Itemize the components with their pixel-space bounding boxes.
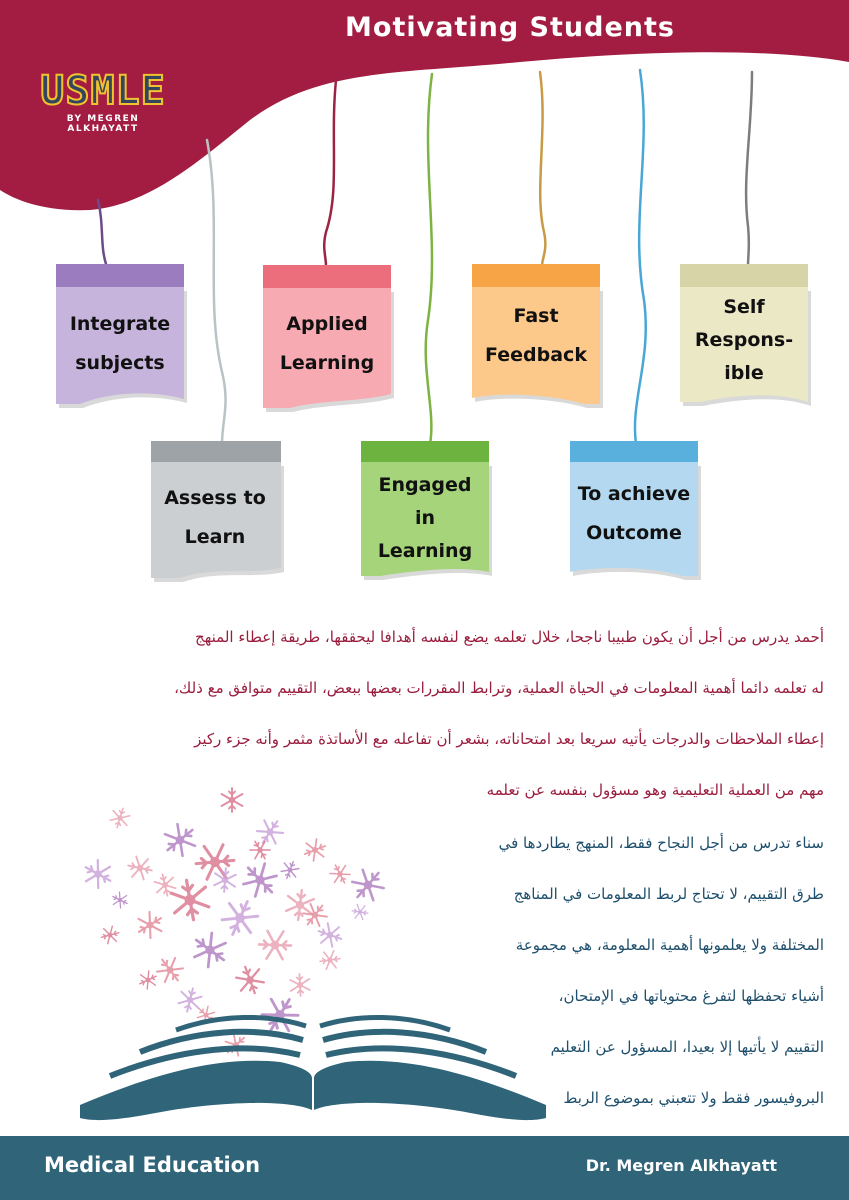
snowflake-icon <box>351 904 369 920</box>
snowflake-icon <box>80 857 116 892</box>
snowflake-icon <box>110 890 130 910</box>
snowflake-icon <box>188 928 233 972</box>
snowflake-icon <box>159 819 201 861</box>
paragraph-line: أشياء تحفظها لتفرغ محتوياتها في الإمتحان، <box>558 987 824 1005</box>
paragraph-line: مهم من العملية التعليمية وهو مسؤول بنفسه عن تعلمه <box>486 781 824 799</box>
snowflake-icon <box>126 855 154 880</box>
snowflake-icon <box>290 974 310 997</box>
page-title: Motivating Students <box>345 12 675 43</box>
note-label-assess-to-learn: Assess to Learn <box>164 487 266 548</box>
logo-subtitle: BY MEGREN ALKHAYATT <box>66 114 140 134</box>
snowflake-icon <box>279 859 300 881</box>
footer-bar <box>0 1136 849 1200</box>
snowflake-icon <box>133 909 167 942</box>
paragraph-unmotivated-student <box>440 818 824 1124</box>
string-assess <box>207 140 226 444</box>
snowflake-icon <box>214 867 237 892</box>
footer-section-title: Medical Education <box>44 1153 261 1177</box>
string-self <box>746 72 752 266</box>
snowflake-icon <box>137 969 160 991</box>
footer-author: Dr. Megren Alkhayatt <box>585 1156 777 1175</box>
snowflake-icon <box>195 844 236 880</box>
snowflake-icon <box>218 895 261 941</box>
paragraph-line: له تعلمه دائما أهمية المعلومات في الحياة العملية، وترابط المقررات بعضها ببعض، التقييم متوافق مع ذلك، <box>174 679 824 697</box>
note-label-engaged-in-learning: Engaged in Learning <box>377 473 473 562</box>
paragraph-line: سناء تدرس من أجل النجاح فقط، المنهج يطاردها في <box>498 834 824 852</box>
paragraph-motivated-student <box>24 612 824 816</box>
snowflake-icon <box>347 864 389 906</box>
snowflake-icon <box>153 953 187 987</box>
logo-text: USMLE <box>40 68 166 114</box>
snowflake-icon <box>169 877 210 922</box>
paragraph-line: إعطاء الملاحظات والدرجات يأتيه سريعا بعد امتحاناته، بشعر أن تفاعله مع الأساتذة مثمر وأنه جزء ركيز <box>194 730 824 748</box>
snowflake-icon <box>319 950 341 970</box>
snowflake-icon <box>234 963 266 998</box>
paragraph-line: التقييم لا يأتيها إلا بعيدا، المسؤول عن التعليم <box>550 1038 824 1056</box>
note-label-to-achieve-outcome: To achieve Outcome <box>577 483 691 544</box>
note-label-fast-feedback: Fast Feedback <box>485 305 587 366</box>
snowflake-icon <box>238 857 283 902</box>
snowflake-icon <box>177 986 203 1014</box>
note-label-applied-learning: Applied Learning <box>279 313 375 374</box>
snowflake-icon <box>247 837 272 863</box>
string-engaged <box>426 74 432 444</box>
note-label-self-responsible: Self Respons- ible <box>694 295 794 384</box>
string-feedback <box>540 72 545 266</box>
paragraph-line: المختلفة ولا يعلمونها أهمية المعلومة، هي مجموعة <box>515 936 824 954</box>
paragraph-line: طرق التقييم، لا تحتاج لربط المعلومات في المناهج <box>513 885 824 903</box>
note-label-integrate-subjects: Integrate subjects <box>69 313 171 374</box>
snowflake-icon <box>99 925 120 945</box>
string-outcome <box>635 70 646 444</box>
snowflake-icon <box>259 931 292 960</box>
snowflake-icon <box>301 837 329 863</box>
usmle-logo <box>32 68 174 134</box>
string-applied <box>324 80 336 266</box>
string-integrate <box>98 200 106 264</box>
paragraph-line: أحمد يدرس من أجل أن يكون طبيبا ناجحا، خلال تعلمه يضع لنفسه أهدافا ليحققها، طريقة إعطاء المنهج <box>195 628 824 646</box>
snowflake-icon <box>328 861 353 887</box>
paragraph-line: البروفيسور فقط ولا تتعبني بموضوع الربط <box>563 1089 824 1107</box>
